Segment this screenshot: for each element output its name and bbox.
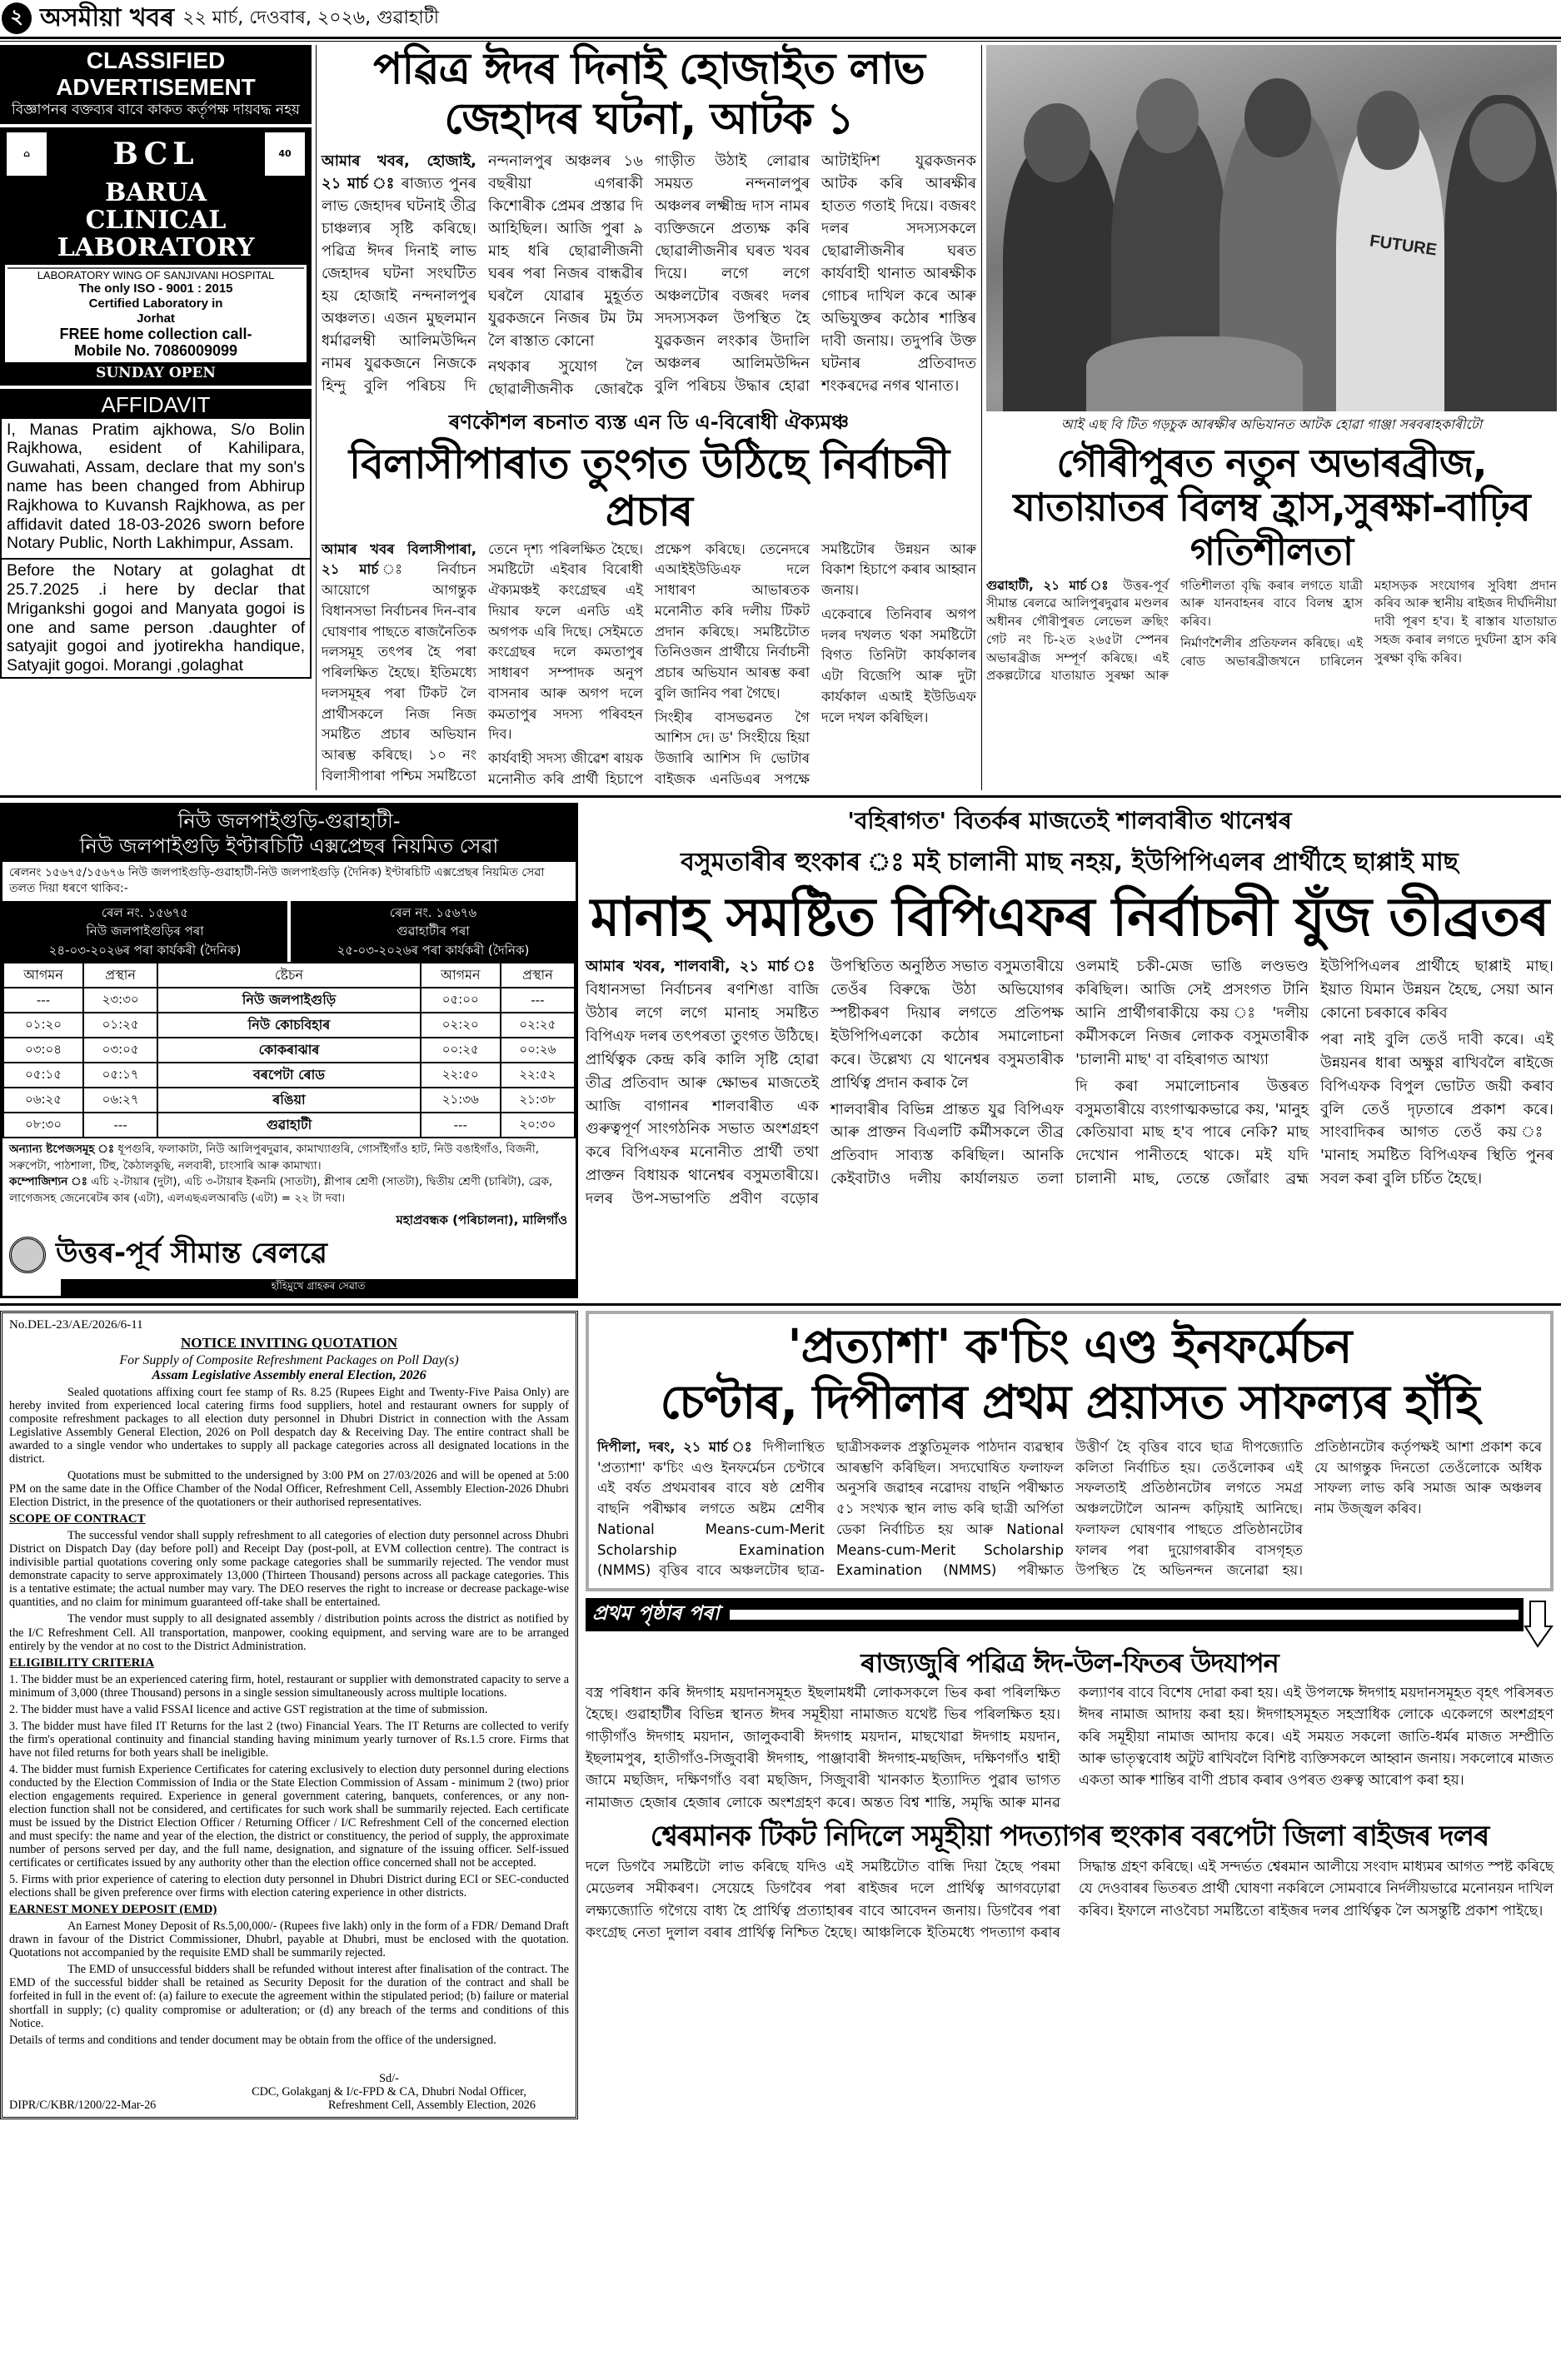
- masthead-rule: [0, 37, 1561, 42]
- train-15675: ৰেল নং. ১৫৬৭৫ নিউ জলপাইগুড়িৰ পৰা ২৪-০৩-২০২৬ৰ পৰা কাৰ্যকৰী (দৈনিক): [2, 901, 291, 963]
- right-column: [982, 45, 1557, 685]
- lab-iso: The only ISO - 9001 : 2015: [78, 281, 233, 296]
- lab-city: Jorhat: [137, 311, 175, 326]
- col-arrival: আগমন: [421, 963, 501, 988]
- bottom-section: [0, 1311, 1561, 2119]
- notice-subtitle: Assam Legislative Assembly eneral Election, 2026: [152, 1367, 426, 1382]
- composition-label: কম্পোজিশ্যন ঃ: [9, 1175, 87, 1189]
- classified-disclaimer: বিজ্ঞাপনৰ বক্তব্যৰ বাবে কাকত কৰ্তৃপক্ষ দায়বদ্ধ নহয়: [11, 102, 301, 118]
- timetable-row: [3, 1013, 575, 1038]
- paragraph: একেবাৰে তিনিবাৰ অগপ দলৰ দখলত থকা সমষ্টিটো বিগত তিনিটা কাৰ্যকালৰ এটা বিজেপি আৰু দুটা কাৰ্যকাল এআই ইউডিএফ দলে দখল কৰিছিল।: [821, 605, 976, 725]
- story-pratyasha: [586, 1311, 1554, 1592]
- cell-departure: ০৫:১৭: [83, 1063, 157, 1088]
- top-section: [0, 45, 1561, 790]
- cell-departure: ২২:৫২: [501, 1063, 575, 1088]
- col-departure: প্ৰস্থান: [501, 963, 575, 988]
- notice-paragraph: Sealed quotations affixing court fee stamp of Rs. 8.25 (Rupees Eight and Twenty-Five Paisa Only) are hereby invited from experienced local catering firms food suppliers, hotel and restaurant owners for supply of composite refreshment packages to all election duty personnel in Dhubri District in connection with the Assam Legislative Assembly General Election, 2026 on Poll despatch day & Receiving Day. The entire contract shall be awarded to a single vendor who undertakes to supply all package categories across all designated locations in the district.: [9, 1385, 569, 1466]
- notice-subtitle: For Supply of Composite Refreshment Packages on Poll Day(s): [119, 1352, 459, 1367]
- lab-free-collection: FREE home collection call-: [59, 325, 252, 342]
- story-bilasipara-body: [322, 540, 976, 790]
- arrow-down-icon: [1524, 1598, 1554, 1648]
- cell-arrival: ০৮:৩০: [3, 1113, 83, 1138]
- criterion: 3. The bidder must have filed IT Returns for the last 2 (two) Financial Years. The IT Returns are collected to verify the firm's operational continuity and financial standing having minimum yearly turnover of Rs.1.5 crore. Firms that have not filed returns for both years shall be ineligible.: [9, 1719, 569, 1760]
- cell-departure: ---: [83, 1113, 157, 1138]
- headline-manah: মানাহ সমষ্টিত বিপিএফৰ নিৰ্বাচনী যুঁজ তীব্ৰতৰ: [590, 886, 1549, 949]
- dateline: ২২ মাৰ্চ, দেওবাৰ, ২০২৬, গুৱাহাটী: [182, 7, 440, 28]
- train-header: [2, 901, 576, 963]
- stops-label: অন্যান্য ষ্টপেজসমূহ ঃ: [9, 1143, 115, 1157]
- paragraph: বিধানসভা নিৰ্বাচনৰ ৰণশিঙা বাজি উঠাৰ লগে লগে মানাহ সমষ্টিত বিপিএফ দলৰ তৎপৰতা তুংগত উঠিছে। প্ৰাৰ্থিত্বক কেন্দ্ৰ কৰি কালি সৃষ্টি হোৱা তীব্ৰ প্ৰতিবাদ আৰু ক্ষোভৰ মাজতেই আজি বাগানৰ শালবাৰীত এক গুৰুত্বপূৰ্ণ সাংগঠনিক সভাত অংশগ্ৰহণ কৰে বিপিএফৰ মনোনীত প্ৰাৰ্থী তথা প্ৰাক্তন বিধায়ক থানেশ্বৰ বসুমতাৰীয়ে। দলৰ উপ-সভাপতি প্ৰবীণ বড়োৰ উপস্থিতিত অনুষ্ঠিত সভাত বসুমতাৰীয়ে তেওঁৰ বিৰুদ্ধে উঠা অভিযোগৰ স্পষ্টীকৰণ দিয়াৰ লগতে প্ৰতিপক্ষ ইউপিপিএলকো কঠোৰ সমালোচনা কৰে। উল্লেখ্য যে থানেশ্বৰ বসুমতাৰীক প্ৰাৰ্থিত্ব প্ৰদান কৰাক লৈ: [586, 958, 1064, 1208]
- paragraph: উত্তৰ-পূৰ্ব সীমান্ত ৰেলৱে আলিপুৰদুৱাৰ মণ্ডলৰ অধীনৰ গৌৰীপুৰত লেভেল ক্ৰছিং গেট নং চি-২ত ২৬৫টা স্পেনৰ অভাৰব্ৰীজ সম্পূৰ্ণ কৰিছে। এই প্ৰকল্পটোৱে যাতায়াত সুৰক্ষা আৰু গতিশীলতা বৃদ্ধি কৰাৰ লগতে যাত্ৰী আৰু যানবাহনৰ বাবে বিলম্ব হ্ৰাস কৰিব।: [986, 577, 1363, 684]
- bottom-right-column: [578, 1311, 1554, 1944]
- col-station: ষ্টেচন: [157, 963, 421, 988]
- lab-certified: Certified Laboratory in: [88, 296, 223, 311]
- section-rule: [0, 795, 1561, 798]
- cell-station: ৰঙিয়া: [157, 1088, 421, 1113]
- cell-departure: ০০:২৬: [501, 1038, 575, 1063]
- paper-name: অসমীয়া খবৰ: [40, 2, 175, 32]
- shirt-text: FUTURE: [1368, 232, 1439, 260]
- criterion: 2. The bidder must have a valid FSSAI licence and active GST registration at the time of submission.: [9, 1702, 488, 1716]
- railway-brand: [2, 1232, 576, 1279]
- timetable: [2, 962, 576, 1138]
- notice-paragraph: Details of terms and conditions and tender document may be obtain from the office of the undersigned.: [9, 2033, 496, 2047]
- story-eid-body: [586, 1682, 1554, 1814]
- cell-departure: ০১:২৫: [83, 1013, 157, 1038]
- paragraph: নিৰ্মাণশৈলীৰ প্ৰতিফলন কৰিছে। এই ৰোড অভাৰব্ৰীজখনে চাৰিলেন মহাসড়ক সংযোগৰ সুবিধা প্ৰদান কৰিব আৰু স্থানীয় ৰাইজৰ দীৰ্ঘদিনীয়া দাবী পূৰণ হ'ব। ই ৰাস্তাৰ যাতায়াত সহজ কৰাৰ লগতে দুৰ্ঘটনা হ্ৰাস কৰি সুৰক্ষা বৃদ্ধি কৰিব।: [1180, 577, 1557, 669]
- railway-ad: [0, 803, 578, 1298]
- notice-inviting-quotation: [0, 1311, 578, 2119]
- stops-list: ধূপগুৰি, ফলাকাটা, নিউ আলিপুৰদুৱাৰ, কামাখ্যাগুৰি, গোসাঁইগাঁও হাট, নিউ বঙাইগাঁও, বিজনী, সৰুপেটা, পাঠশালা, টিহু, কৈঠালকুছি, নলবাৰী, চাংসাৰি আৰু কামাখ্যা।: [9, 1143, 539, 1173]
- story-manah-body: [586, 955, 1554, 1211]
- cell-station: বৰপেটা ৰোড: [157, 1063, 421, 1088]
- paragraph: ঃ নিৰ্বাচন আয়োগে আগন্তুক বিধানসভা নিৰ্বাচনৰ দিন-বাৰ ঘোষণাৰ পাছতে ৰাজনৈতিক দলসমূহ তৎপৰ হৈ পৰা পৰিলক্ষিত হৈছে। ইতিমধ্যে দলসমূহৰ পৰা টিকট লৈ প্ৰাৰ্থীসকলে নিজ নিজ সমষ্টিত প্ৰচাৰ অভিযান আৰম্ভ কৰিছে। ১০ নং বিলাসীপাৰা পশ্চিম সমষ্টিতো তেনে দৃশ্য পৰিলক্ষিত হৈছে। সমষ্টিটো এইবাৰ বিৰোধী ঐক্যমঞ্চই কংগ্ৰেছৰ এই দিয়াৰ ফলে এনডি এই অগপক এৰি দিছে। সেইমতে কংগ্ৰেছৰ দলে কমতাপুৰ সাধাৰণ সম্পাদক অনুপ বাসনাৰ আৰু অগপ দলে কমতাপুৰ সদস্য পৰিবহন দিব।: [322, 540, 643, 784]
- headline-eid: ৰাজ্যজুৰি পৱিত্ৰ ঈদ-উল-ফিতৰ উদযাপন: [860, 1647, 1279, 1680]
- photo-caption: আই এছ বি টিত গড়চুক আৰক্ষীৰ অভিযানত আটক হোৱা গাঞ্জা সৰবৰাহকাৰীটো: [1060, 416, 1483, 432]
- cell-departure: ০৬:২৭: [83, 1088, 157, 1113]
- section-heading: SCOPE OF CONTRACT: [9, 1512, 146, 1526]
- railway-name: উত্তৰ-পূৰ্ব সীমান্ত ৰেলৱে: [56, 1236, 327, 1270]
- paragraph: সিংহীৰ বাসভৱনত গৈ আশিস দে। ড' সিংহীয়ে হিয়া উজাৰি আশিস দি ভোটাৰ বাইজক এনডিএৰ সপক্ষে সমষ্টিটোৰ উন্নয়ন আৰু বিকাশ হিচাপে কৰাৰ আহ্বান জনায়।: [655, 540, 976, 787]
- headline-bilasipara: বিলাসীপাৰাত তুংগত উঠিছে নিৰ্বাচনী প্ৰচাৰ: [348, 439, 950, 536]
- cell-arrival: ০০:২৫: [421, 1038, 501, 1063]
- cell-arrival: ০১:২০: [3, 1013, 83, 1038]
- section-heading: ELIGIBILITY CRITERIA: [9, 1656, 155, 1670]
- affidavit-heading: AFFIDAVIT: [2, 391, 310, 419]
- headline-hojai: পৱিত্ৰ ঈদৰ দিনাই হোজাইত লাভ জেহাদৰ ঘটনা, আটক ১: [373, 44, 925, 144]
- timetable-row: [3, 1113, 575, 1138]
- affidavit-notice: I, Manas Pratim ajkhowa, S/o Bolin Rajkhowa, esident of Kahilipara, Guwahati, Assam, declare that my son's name has been changed from Abhirup Rajkhowa to Kuvansh Rajkhowa, as per affidavit dated 18-03-2026 sworn before Notary Public, North Lakhimpur, Assam.: [7, 420, 305, 553]
- house-logo-icon: ⌂: [7, 132, 47, 176]
- lab-mobile: Mobile No. 7086009099: [73, 341, 238, 359]
- middle-column: [316, 45, 982, 790]
- timetable-row: [3, 1038, 575, 1063]
- cell-arrival: ০৬:২৫: [3, 1088, 83, 1113]
- lab-name: BARUA CLINICAL LABORATORY: [57, 177, 255, 262]
- sunday-open: SUNDAY OPEN: [96, 364, 216, 381]
- middle-section: [0, 803, 1561, 1298]
- cell-departure: ২৩:৩০: [83, 988, 157, 1013]
- continued-from-front-page-bar: [586, 1598, 1524, 1631]
- byline: আমাৰ খবৰ বিলাসীপাৰা, ২১ মাৰ্চ: [322, 540, 476, 578]
- paragraph: কাৰ্যবাহী সদস্য জীৱেশ ৰায়ক মনোনীত কৰি প্ৰাৰ্থী হিচাপে প্ৰক্ষেপ কৰিছে। তেনেদৰে এআইইউডিএফ দলে সাধাৰণ আভাৰতক মনোনীত কৰি দলীয় টিকট প্ৰদান কৰিছে। সমষ্টিটোত তিনিওজন প্ৰাৰ্থীয়ে নিৰ্বাচনী প্ৰচাৰ অভিযান আৰম্ভ কৰা বুলি জানিব পৰা গৈছে।: [488, 540, 810, 787]
- story-hojai-body: [322, 150, 976, 401]
- headline-pratyasha: 'প্ৰত্যাশা' ক'চিং এণ্ড ইনফৰ্মেচন চেণ্টাৰ, দিপীলাৰ প্ৰথম প্ৰয়াসত সাফল্যৰ হাঁহি: [660, 1319, 1479, 1430]
- affidavit-ad: [0, 389, 312, 680]
- notice-paragraph: The EMD of unsuccessful bidders shall be refunded without interest after finalisation of the contract. The EMD of the successful bidder shall be retained as Security Deposit for the duration of the contract and shall be forfeited in full in the event of: (a) failure to execute the agreement within the stipulated period; (b) failure or material shortfall in supply; (c) quality compromise or adulteration; or (d) any breach of the terms and conditions of this Notice.: [9, 1963, 569, 2030]
- page-number: ২: [2, 2, 32, 34]
- railway-issuer: মহাপ্ৰবন্ধক (পৰিচালনা), মালিগাঁও: [396, 1212, 567, 1227]
- byline: আমাৰ খবৰ, শালবাৰী, ২১ মাৰ্চ ঃ: [586, 958, 819, 976]
- signatory: CDC, Golakganj & I/c-FPD & CA, Dhubri Nodal Officer,: [252, 2084, 526, 2099]
- cell-arrival: ০৩:০৪: [3, 1038, 83, 1063]
- kicker-manah-2: বসুমতাৰীৰ হুংকাৰ ঃ মই চালানী মাছ নহয়, ইউপিপিএলৰ প্ৰাৰ্থীহে ছাপ্পাই মাছ: [681, 847, 1459, 877]
- col-departure: প্ৰস্থান: [83, 963, 157, 988]
- signature: Sd/-: [379, 2071, 399, 2085]
- notice-paragraph: Quotations must be submitted to the undersigned by 3:00 PM on 27/03/2026 and will be opened at 5:00 PM on the same date in the Office Chamber of the Nodal Officer, Refreshment Cell, Assembly Election-2026 Dhubri Election District, in the presence of the quotationers or their authorised representatives.: [9, 1469, 569, 1510]
- composition: এচি ২-টায়াৰ (দুটা), এচি ৩-টায়াৰ ইকনমি (সাতটা), শ্লীপাৰ শ্ৰেণী (সাতটা), দ্বিতীয় শ্ৰেণী (চাৰিটা), ব্ৰেক, লাগেজসহ জেনেৰেটৰ কাৰ (এটা), এলএছএলআৰডি (এটা) = ২২ টা দবা।: [9, 1175, 553, 1205]
- cell-departure: ০২:২৫: [501, 1013, 575, 1038]
- cell-departure: ০৩:০৫: [83, 1038, 157, 1063]
- signatory: Refreshment Cell, Assembly Election, 2026: [327, 2098, 536, 2112]
- kicker-manah-1: 'বহিৰাগত' বিতৰ্কৰ মাজতেই শালবাৰীত থানেশ্বৰ: [847, 806, 1292, 834]
- classified-title: CLASSIFIED ADVERTISEMENT: [56, 47, 256, 100]
- lab-details: [5, 265, 307, 362]
- paragraph: বস্ত্ৰ পৰিধান কৰি ঈদগাহ ময়দানসমূহত ইছলামধৰ্মী লোকসকলে ভিৰ কৰা পৰিলক্ষিত হৈছে। গুৱাহাটীৰ বিভিন্ন স্থানত ঈদৰ সমূহীয়া নামাজত যথেষ্ট ভিৰ পৰিলক্ষিত হয়। গাড়ীগাঁও ঈদগাহ ময়দান, জালুকবাৰী ঈদগাহ ময়দান, মাছখোৱা ঈদগাহ ময়দান, ইছলামপুৰ, হাতীগাঁও-সিজুবাৰী ঈদগাহ, পাঞ্জাবাৰী ঈদগাহ-মছজিদ, দক্ষিণগাঁও শ্বাহী জামে মছজিদ, দক্ষিণগাঁও বৰা মছজিদ, সিজুবাৰী খানকাত ইত্যাদিত পুৱাৰ ভাগত নামাজত হেজাৰ হেজাৰ লোকে অংশগ্ৰহণ কৰে। অন্তত বিশ্ব শান্তি, সমৃদ্ধি আৰু মানৱ কল্যাণৰ বাবে বিশেষ দোৱা কৰা হয়। এই উপলক্ষে ঈদগাহ ময়দানসমূহত বৃহৎ পৰিসৰত ঈদৰ নামাজ আদায় কৰা হয়। ঈদগাহসমূহত সহস্ৰাধিক লোকে একেলগে অংশগ্ৰহণ কৰি সমূহীয়া নামাজ আদায় কৰে। এই সময়ত সকলো জাতি-ধৰ্মৰ মাজত সম্প্ৰীতি আৰু ভাতৃত্ববোধ অটুট ৰাখিবলৈ বিশিষ্ট ব্যক্তিসকলে আহ্বান জনায়। সকলোৰে মাজত একতা আৰু শান্তিৰ বাণী প্ৰচাৰ কৰাৰ ওপৰত গুৰুত্ব আৰোপ কৰা হয়।: [586, 1684, 1554, 1811]
- cell-departure: ২০:৩০: [501, 1113, 575, 1138]
- criterion: 5. Firms with prior experience of catering to election duty personnel in Dhubri District during ECI or SEC-conducted elections shall be given preference over firms with election catering experience in other districts.: [9, 1873, 569, 1900]
- railway-notes: [2, 1138, 576, 1210]
- railway-ad-title: নিউ জলপাইগুড়ি-গুৱাহাটী- নিউ জলপাইগুড়ি ইণ্টাৰচিটি এক্সপ্ৰেছৰ নিয়মিত সেৱা: [2, 805, 576, 862]
- headline-barpeta: শ্বেৰমানক টিকট নিদিলে সমূহীয়া পদত্যাগৰ হুংকাৰ বৰপেটা জিলা ৰাইজৰ দলৰ: [650, 1820, 1489, 1854]
- train-15676: ৰেল নং. ১৫৬৭৬ গুৱাহাটীৰ পৰা ২৫-০৩-২০২৬ৰ পৰা কাৰ্যকৰী (দৈনিক): [337, 904, 530, 958]
- cell-arrival: ২২:৫০: [421, 1063, 501, 1088]
- lab-wing: LABORATORY WING OF SANJIVANI HOSPITAL: [7, 267, 304, 281]
- cell-departure: ২১:৩৮: [501, 1088, 575, 1113]
- notice-paragraph: The vendor must supply to all designated assembly / distribution points across the district as notified by the I/C Refreshment Cell. All transportation, manpower, cooking equipment, and serving ware are to be arranged entirely by the vendor at no cost to the District Administration.: [9, 1612, 569, 1653]
- byline: দিপীলা, দৰং, ২১ মাৰ্চ ঃ: [597, 1438, 756, 1455]
- timetable-row: [3, 1063, 575, 1088]
- paragraph: শালবাৰীৰ বিভিন্ন প্ৰান্তত যুৱ বিপিএফ আৰু প্ৰাক্তন বিএলটি কৰ্মীসকলে তীব্ৰ প্ৰতিবাদ সাব্যস্ত কৰিছিল। আনকি কেইবাটাও দলীয় কাৰ্যালয়ত তলা ওলমাই চকী-মেজ ভাঙি লণ্ডভণ্ড কৰিছিল। আজি সেই প্ৰসংগত টানি আনি প্ৰাৰ্থীগৰাকীয়ে কয় ঃ 'দলীয় কৰ্মীসকলে নিজৰ লোকক বসুমতাৰীক 'চালানী মাছ' বা বহিৰাগত আখ্যা: [830, 958, 1309, 1188]
- masthead: [0, 0, 1561, 37]
- paragraph: দিপীলাস্থিত 'প্ৰত্যাশা' ক'চিং এণ্ড ইনফৰ্মেচন চেণ্টাৰে এই বৰ্ষত প্ৰথমবাৰৰ বাবে ষষ্ঠ শ্ৰেণীৰ বাছনি পৰীক্ষাৰ লগতে অষ্টম শ্ৰেণীৰ National Means-cum-Merit Scholarship Examination (NMMS) বৃত্তিৰ বাবে অঞ্চলটোৰ ছাত্ৰ-ছাত্ৰীসকলক প্ৰস্তুতিমূলক পাঠদান ব্যৱস্থাৰ আৰম্ভণি কৰিছিল। সদ্যঘোষিত ফলাফল অনুসৰি জৱাহৰ নৱোদয় বাছনি পৰীক্ষাত ৫১ সংখ্যক স্থান লাভ কৰি ছাত্ৰী অৰ্পিতা ডেকা নিৰ্বাচিত হয় আৰু National Means-cum-Merit Scholarship Examination (NMMS) পৰীক্ষাত উত্তীৰ্ণ হৈ বৃত্তিৰ বাবে ছাত্ৰ দীপজ্যোতি কলিতা নিৰ্বাচিত হয়। তেওঁলোকৰ এই সফলতাই প্ৰতিষ্ঠানটোৰ লগতে সমগ্ৰ অঞ্চলটোলৈ আনন্দ কঢ়িয়াই আনিছে। ফলাফল ঘোষণাৰ পাছতে প্ৰতিষ্ঠানটোৰ ফালৰ পৰা দুয়োগৰাকীৰ বাসগৃহত উপস্থিত হৈ অভিনন্দন জনোৱা হয়। প্ৰতিষ্ঠানটোৰ কৰ্তৃপক্ষই আশা প্ৰকাশ কৰে যে আগন্তুক দিনতো তেওঁলোকে অধিক সাফল্য লাভ কৰি সমাজ আৰু অঞ্চলৰ নাম উজ্জ্বল কৰিব।: [597, 1438, 1542, 1579]
- notice-title: NOTICE INVITING QUOTATION: [180, 1335, 398, 1352]
- notice-paragraph: An Earnest Money Deposit of Rs.5,00,000/- (Rupees five lakh) only in the form of a FDR/ Demand Draft drawn in favour of the District Commissioner, Dhubrl, payable at Dhubri, must be enclosed with the quotation. Quotations not accompanied by the requisite EMD shall be summarily rejected.: [9, 1919, 569, 1960]
- notice-paragraph: The successful vendor shall supply refreshment to all categories of election duty personnel across Dhubri District on Dispatch Day (day before poll) and Receipt Day (post-poll, at EVM collection centre). The contract is indivisible partial quotations covering only some package categories shall be summarily rejected. The vendor must demonstrate capacity to serve approximately 13,000 (Thirteen Thousand) persons across all package categories. This is a tentative estimate; the actual number may vary. The DEO reserves the right to increase or decrease package-wise quantities, and no claim for minimum guaranteed off-take shall be entertained.: [9, 1529, 569, 1610]
- anniversary-badge-icon: 40: [265, 132, 305, 176]
- classified-column: [0, 45, 312, 679]
- kicker-bilasipara: ৰণকৌশল ৰচনাত ব্যস্ত এন ডি এ-বিৰোধী ঐক্যমঞ্চ: [448, 410, 850, 434]
- col-arrival: আগমন: [3, 963, 83, 988]
- criterion: 4. The bidder must furnish Experience Certificates for catering exclusively to election duty personnel during elections conducted by the Election Commission of India or the State Election Commission of Assam - minimum 2 (two) prior election engagements required. Experience in general government catering, banquets, conferences, or any non-election function shall not be considered, and certificates for such work shall be summarily rejected. Each certificate must be issued by the District Election Officer / Returning Officer / I/C Refreshment Cell of the concerned election and must specify: the name and year of the election, the district or constituency, the period of supply, the approximate number of persons served per day, and the full name, designation, and signature of the issuing officer. Self-issued certificates or certificates issued by any authority other than the election office concerned shall not be accepted.: [9, 1762, 569, 1870]
- bcl-lab-ad: [0, 127, 312, 386]
- story-pratyasha-body: [597, 1437, 1542, 1581]
- railway-tagline: হাঁহিমুখে গ্ৰাহকৰ সেৱাত: [61, 1279, 576, 1296]
- cell-arrival: ০৫:১৫: [3, 1063, 83, 1088]
- affidavit-notice: Before the Notary at golaghat dt 25.7.2025 .i here by declar that Mrigankshi gogoi and Manyata gogoi is one and same person .daughter of satyajit gogoi and jyotirekha handique, Satyajit gogoi. Morangi ,golaghat: [7, 561, 305, 675]
- notice-number: No.DEL-23/AE/2026/6-11: [9, 1317, 143, 1332]
- cell-station: নিউ কোচবিহাৰ: [157, 1013, 421, 1038]
- railway-ad-intro: ৰেলনং ১৫৬৭৫/১৫৬৭৬ নিউ জলপাইগুড়ি-গুৱাহাটী-নিউ জলপাইগুড়ি (দৈনিক) ইণ্টাৰচিটি এক্সপ্ৰেছৰ নিয়মিত সেৱা তলত দিয়া ধৰণে থাকিব:-: [9, 865, 545, 896]
- byline: আমাৰ খবৰ, হোজাই, ২১ মাৰ্চ ঃ: [322, 152, 476, 192]
- bcl-mark: BCL: [112, 136, 199, 172]
- cell-departure: ---: [501, 988, 575, 1013]
- cell-arrival: ২১:৩৬: [421, 1088, 501, 1113]
- timetable-row: [3, 988, 575, 1013]
- continued-label: প্ৰথম পৃষ্ঠাৰ পৰা: [592, 1601, 720, 1626]
- paragraph: দলে ডিগবৈ সমষ্টিটো লাভ কৰিছে যদিও এই সমষ্টিটোত বান্ধি দিয়া হৈছে পৰমা মেডেলৰ সমীকৰণ। সেয়েহে ডিগবৈৰ পৰা ৰাইজৰ দলে প্ৰাৰ্থিত্ব আগবঢ়োৱা লক্ষ্যজ্যোতি গগৈয়ে বাধ্য হৈ প্ৰাৰ্থিত্ব প্ৰত্যাহাৰৰ বাবে আবেদন জনায়। ডিগবৈৰ পৰা কংগ্ৰেছ নেতা দুলাল বৰাৰ প্ৰাৰ্থিত্ব নিশ্চিত হৈছে। আঞ্চলিকে ইতিমধ্যে পদত্যাগ কৰাৰ সিদ্ধান্ত গ্ৰহণ কৰিছে। এই সন্দৰ্ভত শ্বেৰমান আলীয়ে সংবাদ মাধ্যমৰ আগত স্পষ্ট কৰিছে যে দেওবাৰৰ ভিতৰত প্ৰাৰ্থী ঘোষণা নকৰিলে সোমবাৰে নিৰ্দলীয়ভাৱে মনোনয়ন দাখিল কৰিব। ইফালে নাওবৈচা সমষ্টিতো ৰাইজৰ দলৰ প্ৰাৰ্থিত্বক লৈ অসন্তুষ্টি প্ৰকাশ পাইছে।: [586, 1859, 1554, 1942]
- dipr-number: DIPR/C/KBR/1200/22-Mar-26: [9, 2098, 157, 2112]
- timetable-row: [3, 1088, 575, 1113]
- cell-arrival: ---: [3, 988, 83, 1013]
- criterion: 1. The bidder must be an experienced catering firm, hotel, restaurant or supplier with demonstrated capacity to serve a minimum of 3,000 (three Thousand) persons in a single session simultaneously across multiple locations.: [9, 1672, 569, 1700]
- paragraph: নথকাৰ সুযোগ লৈ ছোৱালীজনীক জোৰকৈ গাড়ীত উঠাই লোৱাৰ সময়ত নন্দনালপুৰ অঞ্চলৰ লক্ষ্মীন্দ্ৰ দাস নামৰ ব্যক্তিজনে প্ৰত্যক্ষ কৰি ছোৱালীজনীৰ ঘৰত খবৰ দিয়ে। লগে লগে অঞ্চলটোৰ বজৰং দলৰ সদস্যসকল উপস্থিত হৈ যুৱকজন লংকাৰ উদালি অঞ্চলৰ আলিমউদ্দিন বুলি পৰিচয় উদ্ধাৰ হোৱা আটাইদিশ যুৱকজনক আটক কৰি আৰক্ষীৰ হাতত গতাই দিয়ে। বজৰং দলৰ সদস্যসকলে ছোৱালীজনীৰ ঘৰত কাৰ্যবাহী থানাত আৰক্ষীক গোচৰ দাখিল কৰে আৰু অভিযুক্তৰ কঠোৰ শাস্তিৰ দাবী জনায়। তদুপৰি উক্ত ঘটনাৰ প্ৰতিবাদত শংকৰদেৱ নগৰ থানাত।: [488, 152, 976, 398]
- cell-station: গুৱাহাটী: [157, 1113, 421, 1138]
- section-heading: EARNEST MONEY DEPOSIT (EMD): [9, 1903, 217, 1917]
- story-manah: [578, 803, 1554, 1211]
- story-barpeta-body: [586, 1856, 1554, 1944]
- cell-station: নিউ জলপাইগুড়ি: [157, 988, 421, 1013]
- paragraph: ৰাজ্যত পুনৰ লাভ জেহাদৰ ঘটনাই তীব্ৰ চাঞ্চল্যৰ সৃষ্টি কৰিছে। পৱিত্ৰ ঈদৰ দিনাই লাভ জেহাদৰ ঘটনা সংঘটিত হয় হোজাই নন্দনালপুৰ অঞ্চলত। এজন মুছলমান ধৰ্মাৱলম্বী আলিমউদ্দিন নামৰ যুৱকজনে নিজকে হিন্দু বুলি পৰিচয় দি নন্দনালপুৰ অঞ্চলৰ ১৬ বছৰীয়া এগৰাকী কিশোৰীক প্ৰেমৰ প্ৰস্তাৱ দি আহিছিল। আজি পুৰা ৯ মাহ ধৰি ছোৱালীজনী ঘৰৰ পৰা নিজৰ বান্ধৱীৰ ঘৰলৈ যোৱাৰ মুহূৰ্তত যুৱকজনে নিজৰ টম টম লৈ ৰাস্তাত কোনো: [322, 152, 643, 395]
- paragraph: পৰা নাই বুলি তেওঁ দাবী কৰে। এই উন্নয়নৰ ধাৰা অক্ষুণ্ণ ৰাখিবলৈ ৰাইজে বিপিএফক বিপুল ভোটত জয়ী কৰাব বুলি তেওঁ দৃঢ়তাৰে প্ৰকাশ কৰে। সাংবাদিকৰ আগত তেওঁ কয় ঃ 'মানাহ সমষ্টিত বিপিএফৰ স্থিতি পুনৰ সবল কৰা বুলি চৰ্চিত হৈছে।: [1320, 1030, 1554, 1188]
- section-rule: [0, 1303, 1561, 1306]
- paragraph: দি কৰা সমালোচনাৰ উত্তৰত বসুমতাৰীয়ে ব্যংগাত্মকভাৱে কয়, 'মানুহ কেতিয়াবা মাছ হ'ব পাৰে নেকি? মাছ দেখোন পানীতহে থাকে। মই যদি চালানী মাছ, তেন্তে জোঁৱাং ব্ৰহ্ম ইউপিপিএলৰ প্ৰাৰ্থীহে ছাপ্পাই মাছ। ইয়াত যিমান উন্নয়ন হৈছে, সেয়া আন কোনো চৰকাৰে কৰিব: [1075, 958, 1554, 1188]
- cell-arrival: ---: [421, 1113, 501, 1138]
- cell-station: কোকৰাঝাৰ: [157, 1038, 421, 1063]
- timetable-header-row: [3, 963, 575, 988]
- byline: গুৱাহাটী, ২১ মাৰ্চ ঃ: [986, 577, 1114, 593]
- story-gauripur-body: [986, 577, 1557, 686]
- cell-arrival: ০২:২০: [421, 1013, 501, 1038]
- headline-gauripur: গৌৰীপুৰত নতুন অভাৰব্ৰীজ, যাতায়াতৰ বিলম্ব হ্ৰাস,সুৰক্ষা-বাঢ়িব গতিশীলতা: [1013, 441, 1530, 574]
- cell-arrival: ০৫:০০: [421, 988, 501, 1013]
- railway-emblem-icon: [9, 1237, 46, 1273]
- news-photo: [986, 45, 1557, 411]
- classified-header: [0, 45, 312, 124]
